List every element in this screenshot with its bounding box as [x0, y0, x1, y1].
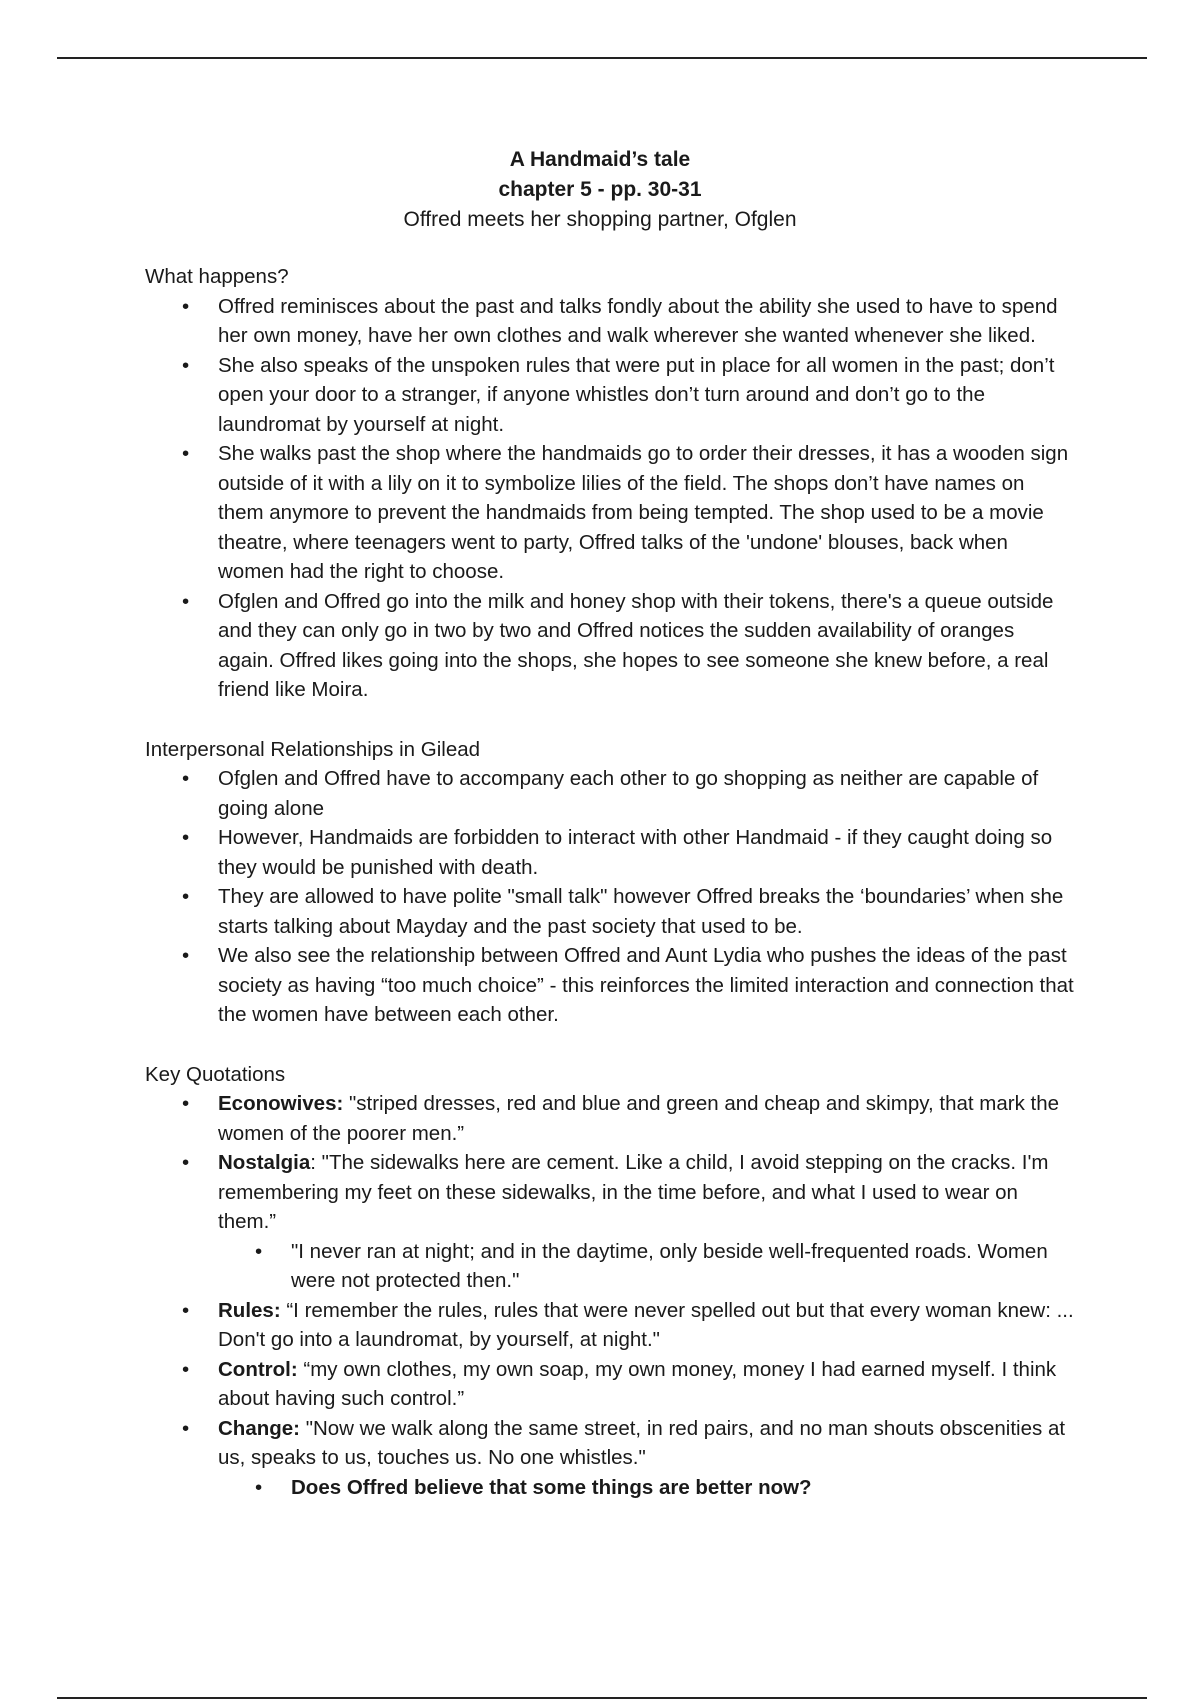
- section-heading-what-happens: What happens?: [145, 265, 289, 288]
- section-heading-relationships: Interpersonal Relationships in Gilead: [145, 737, 481, 761]
- quotation-label: Econowives:: [218, 1092, 344, 1115]
- quotation-label: Control:: [218, 1357, 298, 1381]
- discussion-question: Does Offred believe that some things are better now?: [291, 1475, 812, 1499]
- document-body: [145, 262, 1075, 1502]
- relationships-list: [145, 764, 1075, 1030]
- quotation-subitem: • "I never ran at night; and in the daytime, only beside well-frequented roads. Women were not protected then.": [145, 1237, 1075, 1296]
- quotation-item: [145, 1148, 1075, 1237]
- list-item: • We also see the relationship between Offred and Aunt Lydia who pushes the ideas of the past society as having “too much choice” - this reinforces the limited interaction and connection that the women have between each other.: [145, 941, 1075, 1030]
- list-item: • However, Handmaids are forbidden to interact with other Handmaid - if they caught doing so they would be punished with death.: [145, 823, 1075, 882]
- section-heading-quotations: Key Quotations: [145, 1062, 286, 1086]
- spacer: [145, 1030, 1075, 1060]
- list-item: • Offred reminisces about the past and talks fondly about the ability she used to have to spend her own money, have her own clothes and walk wherever she wanted whenever she liked.: [145, 292, 1075, 351]
- quotation-text: "Now we walk along the same street, in red pairs, and no man shouts obscenities at us, speaks to us, touches us. No one whistles.": [218, 1416, 1066, 1469]
- list-item: • She also speaks of the unspoken rules that were put in place for all women in the past; don’t open your door to a stranger, if anyone whistles don’t turn around and don’t go to the laundromat by yourself at night.: [145, 351, 1075, 440]
- quotation-item: [145, 1414, 1075, 1473]
- title-block: [0, 145, 1200, 235]
- what-happens-list: [145, 292, 1075, 705]
- quotation-text: “my own clothes, my own soap, my own money, money I had earned myself. I think about having such control.”: [218, 1357, 1057, 1410]
- quotation-text: “I remember the rules, rules that were never spelled out but that every woman knew: ... Don't go into a laundromat, by yourself, at night.": [218, 1298, 1074, 1351]
- quotation-item: [145, 1355, 1075, 1414]
- quotation-item: [145, 1089, 1075, 1148]
- chapter-reference: chapter 5 - pp. 30-31: [498, 178, 702, 201]
- spacer: [145, 705, 1075, 735]
- quotation-label: Rules:: [218, 1298, 281, 1322]
- list-item: • They are allowed to have polite "small talk" however Offred breaks the ‘boundaries’ when she starts talking about Mayday and the past society that used to be.: [145, 882, 1075, 941]
- quotation-subitem-question: [145, 1473, 1075, 1503]
- list-item: • Ofglen and Offred have to accompany each other to go shopping as neither are capable of going alone: [145, 764, 1075, 823]
- document-title: A Handmaid’s tale: [509, 148, 691, 171]
- document-subtitle: Offred meets her shopping partner, Ofglen: [403, 208, 797, 231]
- quotation-item: [145, 1296, 1075, 1355]
- list-item: • Ofglen and Offred go into the milk and honey shop with their tokens, there's a queue outside and they can only go in two by two and Offred notices the sudden availability of oranges again. Offred likes going into the shops, she hopes to see someone she knew before, a real friend like Moira.: [145, 587, 1075, 705]
- quotation-label: Nostalgia: [218, 1151, 311, 1174]
- quotation-label: Change:: [218, 1416, 300, 1440]
- list-item: • She walks past the shop where the handmaids go to order their dresses, it has a wooden sign outside of it with a lily on it to symbolize lilies of the field. The shops don’t have names on them anymore to prevent the handmaids from being tempted. The shop used to be a movie theatre, where teenagers went to party, Offred talks of the 'undone' blouses, back when women had the right to choose.: [145, 439, 1075, 587]
- quotation-text: : "The sidewalks here are cement. Like a child, I avoid stepping on the cracks. I'm remembering my feet on these sidewalks, in the time before, and what I used to wear on them.”: [218, 1151, 1049, 1233]
- bottom-rule: [57, 1697, 1147, 1699]
- top-rule: [57, 57, 1147, 59]
- quotation-text: "striped dresses, red and blue and green and cheap and skimpy, that mark the women of the poorer men.”: [218, 1092, 1060, 1145]
- quotations-list: [145, 1089, 1075, 1502]
